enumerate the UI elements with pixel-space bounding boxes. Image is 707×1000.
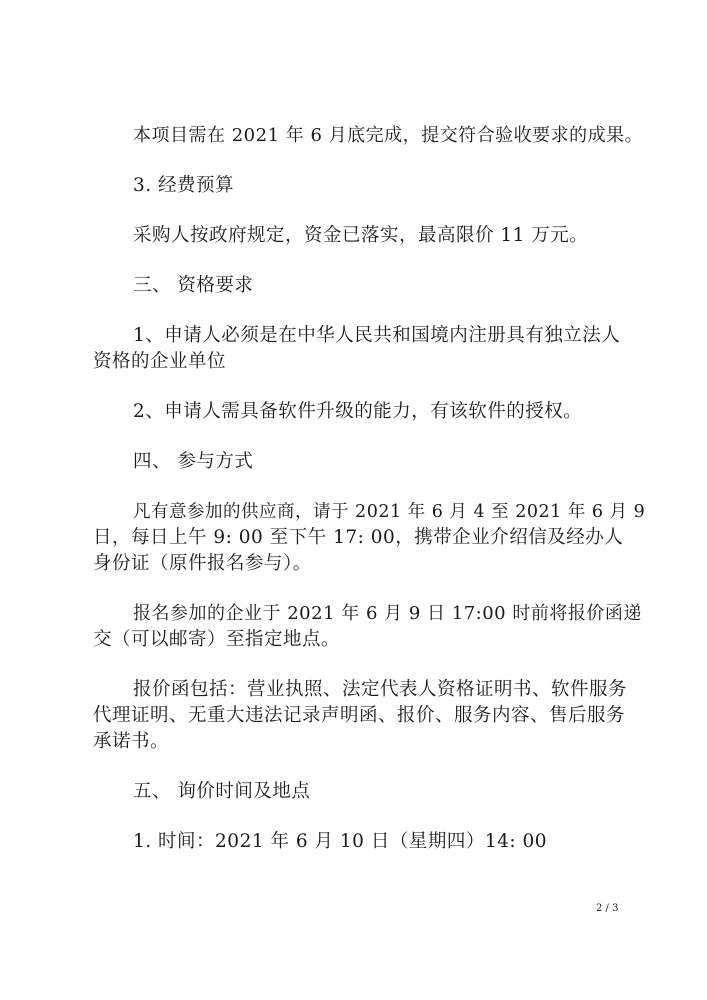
section-heading: 三、 资格要求	[133, 275, 254, 296]
paragraph-line: 资格的企业单位	[93, 351, 227, 372]
subheading: 3. 经费预算	[133, 175, 235, 196]
paragraph-line: 报价函包括：营业执照、法定代表人资格证明书、软件服务	[133, 679, 628, 700]
paragraph-line: 身份证（原件报名参与）。	[93, 553, 312, 574]
section-heading: 四、 参与方式	[133, 451, 254, 472]
paragraph-line: 报名参加的企业于 2021 年 6 月 9 日 17:00 时前将报价函递	[133, 603, 642, 624]
section-heading: 五、 询价时间及地点	[133, 781, 311, 802]
paragraph-line: 2、申请人需具备软件升级的能力，有该软件的授权。	[133, 401, 583, 422]
paragraph-line: 本项目需在 2021 年 6 月底完成，提交符合验收要求的成果。	[133, 125, 644, 146]
paragraph-line: 采购人按政府规定，资金已落实，最高限价 11 万元。	[133, 225, 589, 246]
paragraph-line: 日，每日上午 9: 00 至下午 17: 00，携带企业介绍信及经办人	[93, 527, 624, 548]
paragraph-line: 交（可以邮寄）至指定地点。	[93, 629, 341, 650]
paragraph-line: 代理证明、无重大违法记录声明函、报价、服务内容、售后服务	[93, 705, 626, 726]
paragraph-line: 1. 时间：2021 年 6 月 10 日（星期四）14: 00	[133, 831, 548, 852]
paragraph-line: 凡有意参加的供应商，请于 2021 年 6 月 4 至 2021 年 6 月 9	[133, 502, 646, 522]
paragraph-line: 1、申请人必须是在中华人民共和国境内注册具有独立法人	[133, 325, 621, 346]
paragraph-line: 承诺书。	[93, 731, 170, 752]
page-number: 2 / 3	[596, 903, 619, 914]
